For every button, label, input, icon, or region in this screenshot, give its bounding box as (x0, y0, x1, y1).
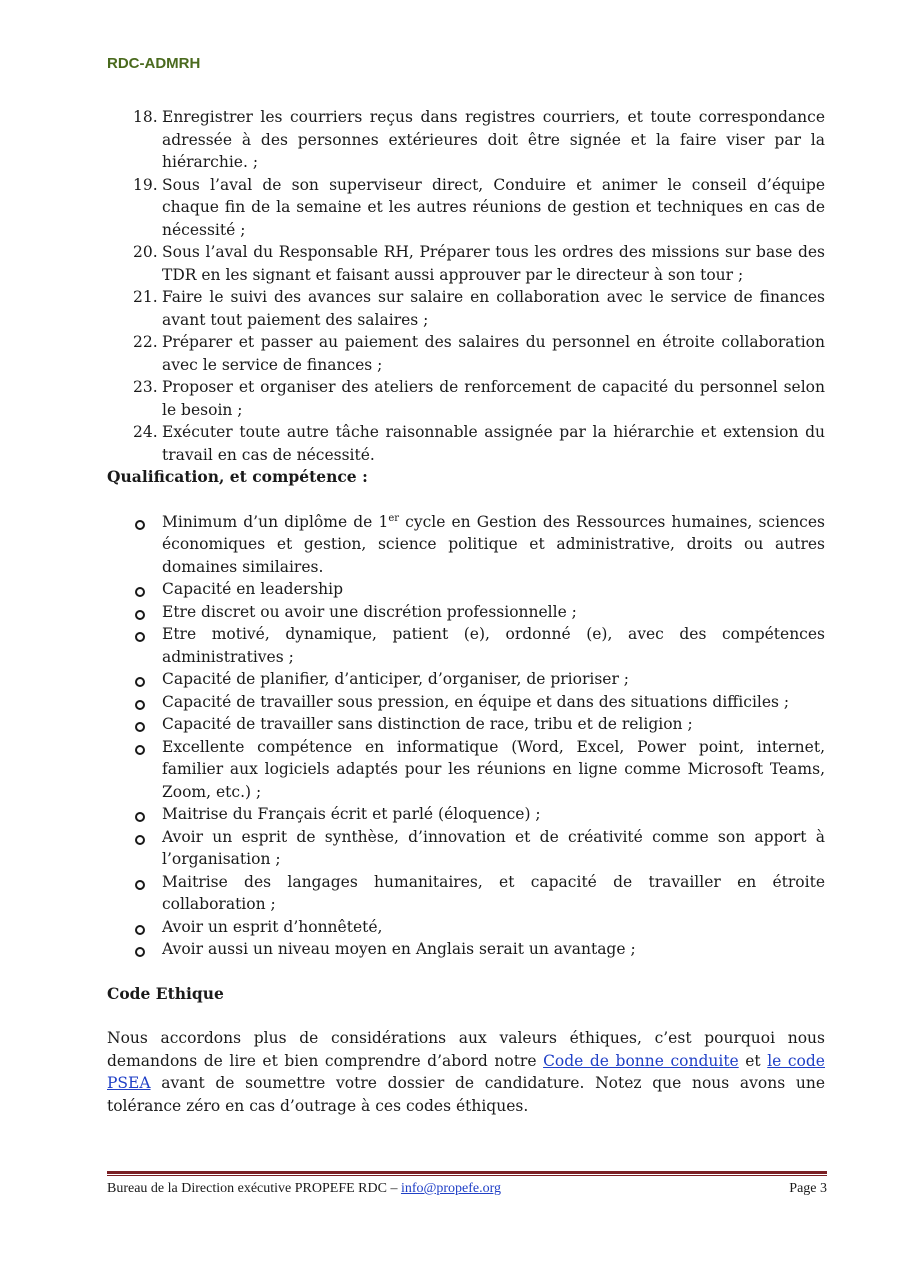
item-number: 21. (133, 288, 158, 306)
footer-email-link[interactable]: info@propefe.org (400, 1181, 502, 1196)
item-number: 19. (133, 175, 158, 194)
item-number: 24. (133, 423, 158, 441)
item-number: 18. (133, 108, 158, 126)
item-number: 20. (133, 243, 158, 261)
list-item (107, 668, 825, 691)
bullet-circle-icon (135, 587, 145, 597)
page-number: Page 3 (789, 1181, 827, 1196)
list-item (107, 623, 825, 668)
bullet-circle-icon (135, 835, 145, 845)
list-item (107, 916, 825, 939)
list-item (107, 826, 825, 871)
footer-divider-thin (107, 1175, 827, 1176)
item-text: Sous l’aval de son superviseur direct, Conduire et animer le conseil d’équipe chaque fin de la semaine et les autres réunions de gestion et techniques en cas de nécessité ; (162, 175, 825, 239)
bullet-circle-icon (135, 745, 145, 755)
bullet-circle-icon (135, 925, 145, 935)
item-text: Maitrise des langages humanitaires, et capacité de travailler en étroite collaboration ; (162, 872, 825, 913)
item-number: 22. (133, 333, 158, 351)
bullet-circle-icon (135, 947, 145, 957)
list-item (107, 421, 825, 466)
list-item (107, 803, 825, 826)
item-text: Capacité de travailler sans distinction de race, tribu et de religion ; (162, 715, 693, 733)
task-list (107, 106, 825, 466)
item-text: Etre motivé, dynamique, patient (e), ordonné (e), avec des compétences administratives ; (162, 625, 825, 666)
list-item (107, 938, 825, 961)
item-text: Etre discret ou avoir une discrétion professionnelle ; (162, 602, 577, 621)
list-item (107, 601, 825, 624)
item-text: Maitrise du Français écrit et parlé (éloquence) ; (162, 805, 541, 823)
footer-office: Bureau de la Direction exécutive PROPEFE RDC – (107, 1181, 401, 1196)
bullet-circle-icon (135, 880, 145, 890)
item-text: Avoir un esprit d’honnêteté, (162, 917, 383, 936)
list-item (107, 691, 825, 714)
code-of-conduct-link[interactable]: Code de bonne conduite (543, 1051, 739, 1070)
item-text: Faire le suivi des avances sur salaire en collaboration avec le service de finances avant tout paiement des salaires ; (162, 288, 825, 329)
list-item (107, 286, 825, 331)
qualification-heading: Qualification, et compétence : (107, 467, 368, 486)
qualification-list (107, 511, 825, 961)
list-item (107, 241, 825, 286)
psea-code-link[interactable]: le code PSEA (107, 1051, 825, 1092)
item-text: Capacité de travailler sous pression, en équipe et dans des situations difficiles ; (162, 692, 790, 711)
item-text: Enregistrer les courriers reçus dans registres courriers, et toute correspondance adressée à des personnes extérieures doit être signée et la faire viser par la hiérarchie. ; (162, 108, 825, 171)
bullet-circle-icon (135, 610, 145, 620)
footer-divider (107, 1171, 827, 1174)
item-text-before: Minimum d’un diplôme de 1 (162, 512, 389, 531)
item-text: Sous l’aval du Responsable RH, Préparer tous les ordres des missions sur base des TDR en les signant et faisant aussi approuver par le directeur à son tour ; (162, 243, 825, 284)
item-text: Avoir un esprit de synthèse, d’innovation et de créativité comme son apport à l’organisation ; (162, 827, 825, 868)
item-text-after: cycle en Gestion des Ressources humaines, sciences économiques et gestion, science politique et administrative, droits ou autres domaines similaires. (162, 512, 825, 576)
page-content (107, 106, 825, 1117)
ethics-text-1: Nous accordons plus de considérations aux valeurs éthiques, c’est pourquoi nous demandons de lire et bien comprendre d’abord notre (107, 1029, 825, 1070)
list-item (107, 174, 825, 242)
item-text: Proposer et organiser des ateliers de renforcement de capacité du personnel selon le besoin ; (162, 378, 825, 419)
ethics-text-2: et (738, 1051, 768, 1070)
bullet-circle-icon (135, 632, 145, 642)
item-text: Exécuter toute autre tâche raisonnable assignée par la hiérarchie et extension du travail en cas de nécessité. (162, 423, 825, 464)
superscript: er (388, 512, 400, 524)
ethics-heading: Code Ethique (107, 983, 224, 1003)
list-item (107, 331, 825, 376)
item-text: Avoir aussi un niveau moyen en Anglais serait un avantage ; (162, 940, 636, 958)
bullet-circle-icon (135, 677, 145, 687)
list-item (107, 376, 825, 421)
list-item (107, 511, 825, 579)
bullet-circle-icon (135, 700, 145, 710)
item-text: Capacité en leadership (162, 580, 344, 598)
document-header: RDC-ADMRH (107, 55, 201, 72)
footer-text (107, 1181, 501, 1197)
ethics-text-3: avant de soumettre votre dossier de candidature. Notez que nous avons une tolérance zéro en cas d’outrage à ces codes éthiques. (107, 1074, 825, 1115)
item-text: Excellente compétence en informatique (Word, Excel, Power point, internet, familier aux logiciels adaptés pour les réunions en ligne comme Microsoft Teams, Zoom, etc.) ; (162, 737, 825, 801)
ethics-paragraph (107, 1027, 825, 1117)
list-item (107, 713, 825, 736)
list-item (107, 578, 825, 601)
item-number: 23. (133, 378, 158, 396)
bullet-circle-icon (135, 722, 145, 732)
bullet-circle-icon (135, 520, 145, 530)
list-item (107, 871, 825, 916)
bullet-circle-icon (135, 812, 145, 822)
item-text: Préparer et passer au paiement des salaires du personnel en étroite collaboration avec le service de finances ; (162, 333, 825, 374)
list-item (107, 736, 825, 804)
item-text: Capacité de planifier, d’anticiper, d’organiser, de prioriser ; (162, 670, 630, 688)
list-item (107, 106, 825, 174)
